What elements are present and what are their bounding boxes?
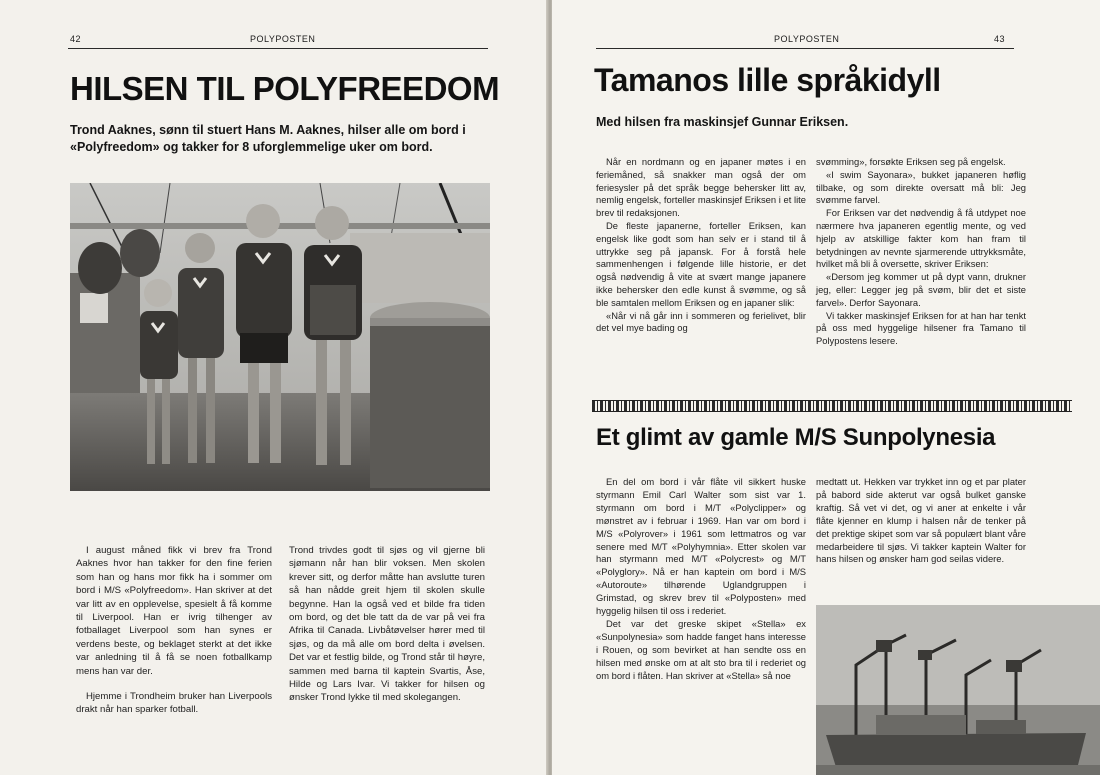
tamano-col2-paragraph: For Eriksen var det nødvendig å få utdypet noe nærmere hva japaneren egentlig mente, og ved hjelp av atskillige fakter kom han fram til betydningen av nevnte sjarmerende uttrykksmåte, hvilket må bli å oversette, skriver Eriksen:: [816, 207, 1026, 270]
left-page: [0, 0, 548, 775]
harbor-cranes-photo: [816, 605, 1100, 775]
left-page-header: [68, 34, 488, 49]
left-col1-paragraph: Hjemme i Trondheim bruker han Liverpools drakt når han sparker fotball.: [76, 691, 272, 716]
right-page-header: [596, 34, 1014, 49]
sunpolynesia-column-1: [596, 476, 806, 683]
left-article-column-2: [289, 544, 485, 705]
left-col1-paragraph: I august måned fikk vi brev fra Trond Aaknes hvor han takker for den fine ferien som han og hans mor fikk ha i sommer om bord i M/S «Polyfreedom». Han skriver at det var litt av en opplevelse, spesielt å få komme til Liverpool. Han er ivrig tilhenger av fotballaget Liverpool som han synes er verdens beste, og beklaget sterkt at det ikke var anledning til å få se noen fotballkamp mens han var der.: [76, 545, 272, 677]
tamano-article-lead: Med hilsen fra maskinsjef Gunnar Eriksen.: [596, 115, 849, 129]
tamano-col2-paragraph: «Dersom jeg kommer ut på dypt vann, drukner jeg, eller: Legger jeg på svøm, blir det et siste farvel». Derfor Sayonara.: [816, 271, 1026, 308]
left-publication-name: POLYPOSTEN: [250, 34, 316, 44]
tamano-article-title: Tamanos lille språkidyll: [594, 62, 941, 98]
left-article-title: HILSEN TIL POLYFREEDOM: [70, 70, 500, 107]
right-publication-name: POLYPOSTEN: [774, 34, 840, 44]
tamano-col1-paragraph: «Når vi nå går inn i sommeren og ferielivet, blir det vel mye bading og: [596, 309, 806, 334]
left-article-column-1: [76, 544, 272, 717]
sunpolynesia-col1-paragraph: En del om bord i vår flåte vil sikkert huske styrmann Emil Carl Walter som sist var 1. styrmann om bord i M/T «Polyclipper» og mønstret av i februar i 1969. Han var om bord i M/S «Polyrover» i 1961 som lettmatros og var senere med M/T «Polyhymnia». Etter skolen var han styrmann med M/T «Polycrest» og M/T «Polyglory». Nå er han kaptein om bord i M/S «Autoroute» tilhørende Uglandgruppen i Grimstad, og skrev brev til «Polyposten» med hyggelig hilsen til oss i rederiet.: [596, 476, 806, 617]
sunpolynesia-column-2: [816, 476, 1026, 566]
tamano-column-1: [596, 156, 806, 335]
right-page: [552, 0, 1100, 775]
sunpolynesia-col1-paragraph: Det var det greske skipet «Stella» ex «Sunpolynesia» som hadde fanget hans interesse i Rouen, og som bevirket at han sendte oss en hilsen med ønske om at alt sto bra til i rederiet og om bord i flåten. Han skriver at «Stella» så noe: [596, 617, 806, 681]
right-page-number: 43: [994, 34, 1006, 44]
decorative-divider: [592, 400, 1072, 412]
tamano-column-2: [816, 156, 1026, 348]
left-page-number: 42: [70, 34, 82, 44]
tamano-col2-paragraph: svømming», forsøkte Eriksen seg på engelsk.: [816, 156, 1006, 167]
tamano-col2-paragraph: Vi takker maskinsjef Eriksen for at han har tenkt på oss med hyggelige hilsener fra Tamano til Polypostens lesere.: [816, 309, 1026, 347]
tamano-col1-paragraph: De fleste japanerne, forteller Eriksen, kan engelsk like godt som han selv er i stand til å uttrykke seg på japansk. For å forstå hele sammenhengen i følgende lille historie, er det også nødvendig å vite at svært mange japanere ikke behersker den edle kunst å svømme, og så ble samtalen mellom Eriksen og en japaner slik:: [596, 219, 806, 308]
left-article-lead: Trond Aaknes, sønn til stuert Hans M. Aaknes, hilser alle om bord i «Polyfreedom» og takker for 8 uforglemmelige uker om bord.: [70, 123, 466, 154]
tamano-col2-paragraph: «I swim Sayonara», bukket japaneren høflig tilbake, og som direkte oversatt må bli: Jeg svømme farvel.: [816, 168, 1026, 206]
left-col2-paragraph: Trond trivdes godt til sjøs og vil gjerne bli sjømann når han blir voksen. Men skolen krever sitt, og derfor måtte han avslutte turen så han nådde greit hjem til skolen skulle begynne. Han la også ved et bilde fra tiden om bord, og det ble tatt da de var på vei fra Afrika til Canada. Livbåtøvelser hører med til sjøs, og da må alle om bord delta i øvelsen. Det var et festlig bilde, og Trond står til høyre, sammen med barna til kaptein Svartis, Åse, Hilde og Lars Ivar. Vi takker for hilsen og ønsker Trond lykke til med skolegangen.: [289, 545, 485, 704]
tamano-col1-paragraph: Når en nordmann og en japaner møtes i en feriemåned, så snakker man også der om feriesysler på det språk begge behersker litt av, nemlig engelsk, forteller maskinsjef Eriksen i et lite brev til redaksjonen.: [596, 156, 806, 219]
sunpolynesia-col2-paragraph: medtatt ut. Hekken var trykket inn og et par plater på babord side akterut var også bulket ganske kraftig. Så vet vi det, og vi aner at enkelte i vår flåte kjenner en klump i halsen når de tenker på det prektige skipet som var så populært blant våre medarbeidere til sjøs. Vi takker kaptein Walter for hans hilsen og ønsker ham god seilas videre.: [816, 476, 1026, 565]
sunpolynesia-article-title: Et glimt av gamle M/S Sunpolynesia: [596, 424, 996, 451]
lifejacket-children-photo: [70, 183, 490, 491]
